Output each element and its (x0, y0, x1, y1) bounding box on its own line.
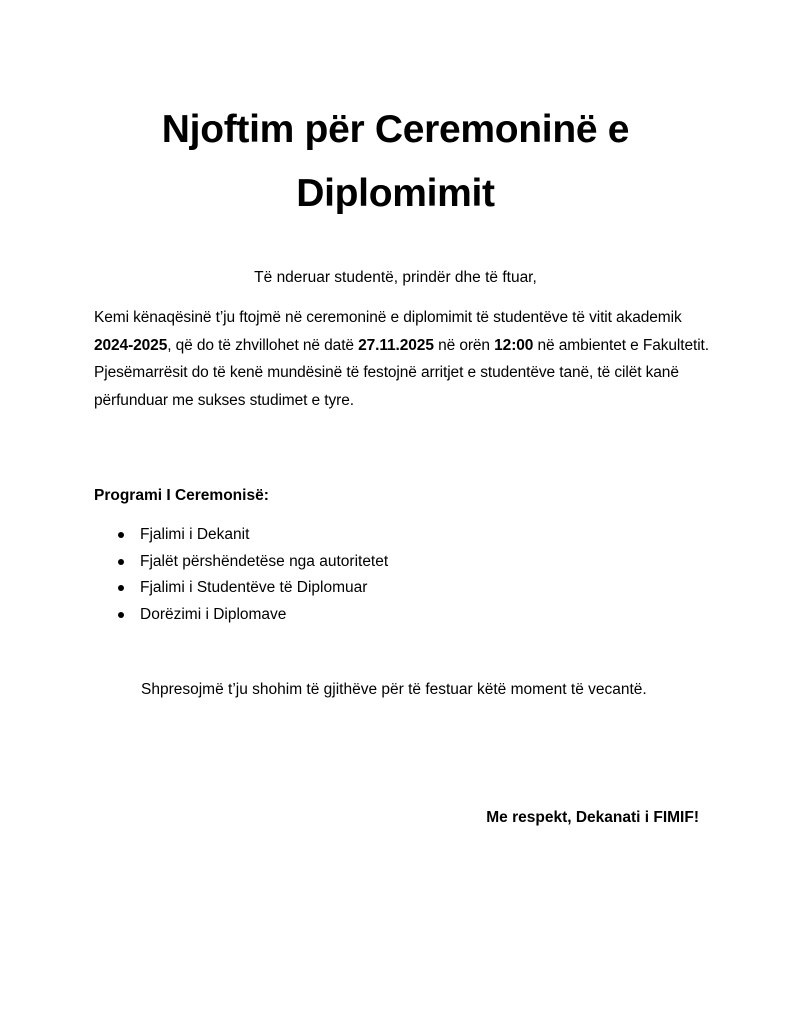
closing-line: Shpresojmë t’ju shohim të gjithëve për të festuar këtë moment të vecantë. (141, 681, 647, 698)
program-item-label: Fjalimi i Studentëve të Diplomuar (140, 579, 368, 596)
greeting: Të nderuar studentë, prindër dhe të ftuar, (254, 269, 537, 286)
bullet-icon (118, 585, 124, 591)
title-line-1: Njoftim për Ceremoninë e (161, 108, 630, 151)
paragraph-text-2: , që do të zhvillohet në datë (167, 336, 359, 354)
program-item (94, 549, 388, 576)
bullet-icon (118, 559, 124, 565)
program-item (94, 602, 388, 629)
program-heading: Programi I Ceremonisë: (94, 487, 269, 504)
paragraph-text-3: në orën (433, 336, 495, 354)
paragraph-text-4: në ambientet e Fakultetit. Pjesëmarrësit do të kenë mundësinë të festojnë arritjet e studentëve tanë, të cilët kanë përfunduar me sukses studimet e tyre. (94, 336, 709, 409)
document-title (60, 98, 731, 226)
program-item-label: Fjalët përshëndetëse nga autoritetet (140, 552, 389, 570)
program-list (94, 522, 388, 628)
ceremony-date: 27.11.2025 (358, 336, 434, 354)
bullet-icon (118, 532, 124, 538)
program-item (94, 522, 388, 549)
invitation-paragraph (94, 304, 714, 414)
academic-year: 2024-2025 (94, 336, 168, 354)
program-item-label: Fjalimi i Dekanit (140, 526, 250, 543)
program-item (94, 575, 388, 602)
ceremony-time: 12:00 (494, 336, 534, 354)
title-line-2: Diplomimit (296, 172, 495, 215)
bullet-icon (118, 612, 124, 618)
paragraph-text-1: Kemi kënaqësinë t’ju ftojmë në ceremoninë e diplomimit të studentëve të vitit akademik (94, 309, 682, 326)
program-item-label: Dorëzimi i Diplomave (140, 605, 287, 623)
signature: Me respekt, Dekanati i FIMIF! (486, 809, 699, 826)
